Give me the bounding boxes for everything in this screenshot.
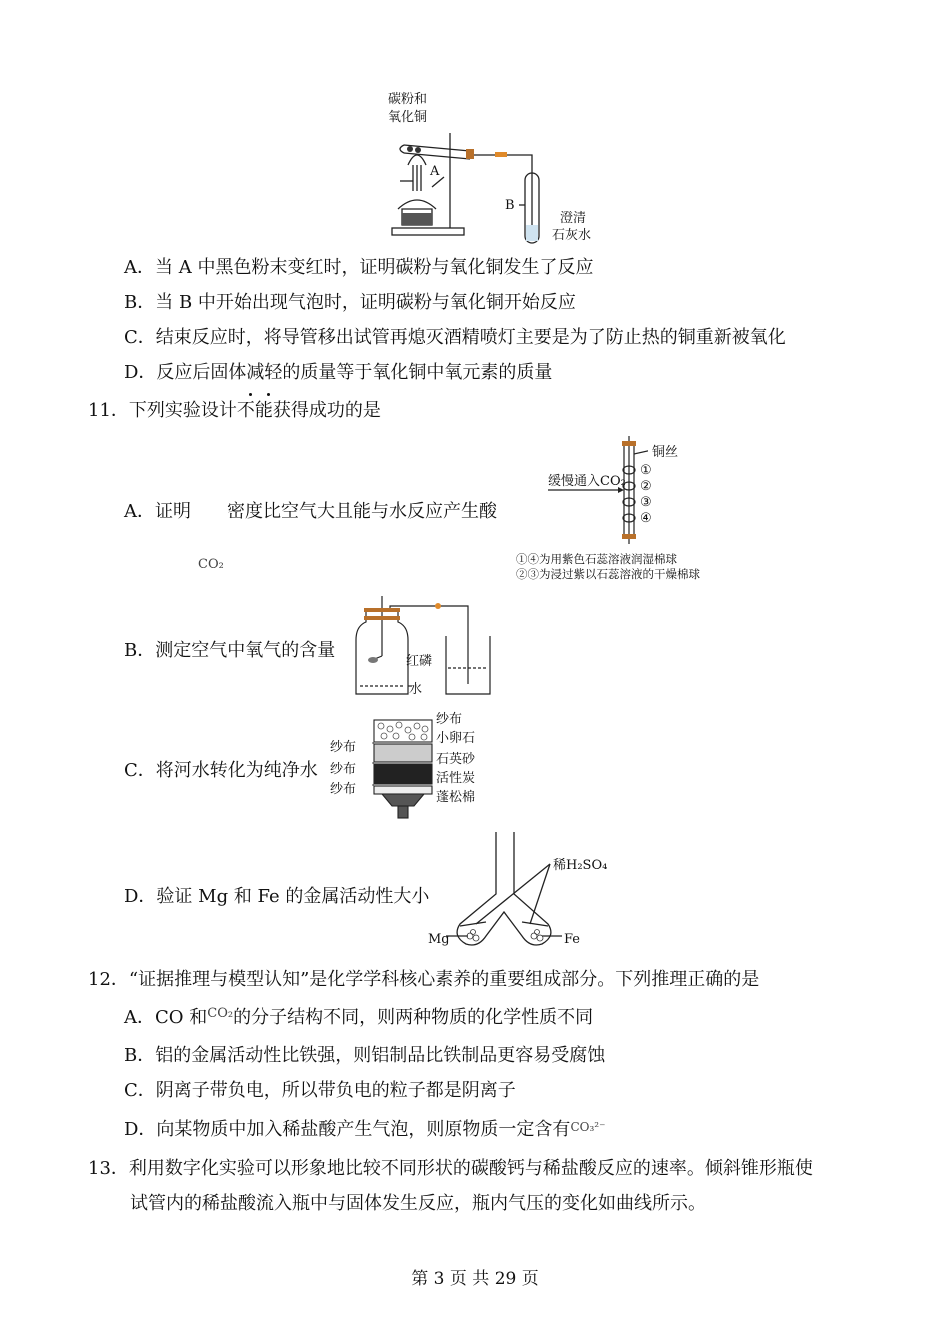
q11-option-a: A．证明 密度比空气大且能与水反应产生酸 <box>124 501 497 522</box>
filter-left-label-1: 纱布 <box>330 740 357 755</box>
q12-option-d <box>124 1119 605 1142</box>
filter-right-label-4: 活性炭 <box>436 771 476 786</box>
limewater-label-bottom: 石灰水 <box>552 228 592 243</box>
filter-left-label-3: 纱布 <box>330 782 357 797</box>
q11-option-b: B．测定空气中氧气的含量 <box>124 640 336 661</box>
q10-option-c: C．结束反应时，将导管移出试管再熄灭酒精喷灯主要是为了防止热的铜重新被氧化 <box>124 327 786 348</box>
y-tube-apparatus <box>446 832 564 952</box>
q10-option-d: D．反应后固体减轻的质量等于氧化铜中氧元素的质量 <box>124 362 553 383</box>
q11-option-c: C．将河水转化为纯净水 <box>124 760 318 781</box>
q12-stem: 12．“证据推理与模型认知”是化学学科核心素养的重要组成部分。下列推理正确的是 <box>88 969 760 990</box>
ball-label-1: ① <box>640 463 652 478</box>
fig-a-note-1: ①④为用紫色石蕊溶液润湿棉球 <box>516 552 677 566</box>
q12-option-b: B．铝的金属活动性比铁强，则铝制品比铁制品更容易受腐蚀 <box>124 1045 606 1066</box>
co2-tube-apparatus <box>548 436 648 546</box>
copper-wire-label: 铜丝 <box>652 445 679 460</box>
reagent-label-top: 碳粉和 <box>388 92 428 107</box>
ball-label-2: ② <box>640 479 652 494</box>
emphasis-dot <box>249 393 252 396</box>
q10-option-a: A．当 A 中黑色粉末变红时，证明碳粉与氧化铜发生了反应 <box>124 257 594 278</box>
q12-option-c: C．阴离子带负电，所以带负电的粒子都是阴离子 <box>124 1080 516 1101</box>
carbon-reduction-apparatus <box>380 125 570 245</box>
oxygen-content-apparatus <box>350 596 500 700</box>
reagent-label-bottom: 氧化铜 <box>388 110 428 125</box>
fig-a-note-2: ②③为浸过紫以石蕊溶液的干燥棉球 <box>516 567 700 581</box>
filter-right-label-2: 小卵石 <box>436 731 476 746</box>
q12-option-a-post: 的分子结构不同，则两种物质的化学性质不同 <box>233 1007 594 1028</box>
label-a: A <box>430 164 440 179</box>
magnesium-label: Mg <box>428 932 450 947</box>
filter-right-label-1: 纱布 <box>436 712 463 727</box>
q10-option-b: B．当 B 中开始出现气泡时，证明碳粉与氧化铜开始反应 <box>124 292 576 313</box>
dilute-sulfuric-acid-label: 稀H₂SO₄ <box>553 858 608 873</box>
q12-option-a-pre: A．CO 和 <box>124 1007 208 1028</box>
ball-label-3: ③ <box>640 495 652 510</box>
q12-option-d-pre: D．向某物质中加入稀盐酸产生气泡，则原物质一定含有 <box>124 1119 571 1140</box>
ball-label-4: ④ <box>640 511 652 526</box>
limewater-label-top: 澄清 <box>560 211 587 226</box>
q12-option-d-ion: CO₃²⁻ <box>570 1120 606 1134</box>
water-filter-apparatus <box>372 716 434 820</box>
iron-label: Fe <box>564 932 581 947</box>
q12-option-a-formula: CO₂ <box>207 1006 234 1021</box>
q11-option-d: D．验证 Mg 和 Fe 的金属活动性大小 <box>124 886 430 907</box>
filter-left-label-2: 纱布 <box>330 762 357 777</box>
water-label: 水 <box>409 682 423 697</box>
q13-line-2: 试管内的稀盐酸流入瓶中与固体发生反应，瓶内气压的变化如曲线所示。 <box>130 1193 706 1214</box>
red-phosphorus-label: 红磷 <box>406 654 433 669</box>
label-b: B <box>505 198 515 213</box>
page-number: 第 3 页 共 29 页 <box>411 1269 539 1289</box>
q13-line-1: 13．利用数字化实验可以形象地比较不同形状的碳酸钙与稀盐酸反应的速率。倾斜锥形瓶使 <box>88 1158 813 1179</box>
q11-stem: 11．下列实验设计不能获得成功的是 <box>88 400 381 421</box>
q11-option-a-formula: CO₂ <box>198 557 224 572</box>
filter-right-label-5: 蓬松棉 <box>436 790 476 805</box>
filter-right-label-3: 石英砂 <box>436 752 476 767</box>
co2-inlet-label: 缓慢通入CO₂ <box>548 474 626 489</box>
q12-option-a <box>124 1007 593 1031</box>
emphasis-dot <box>267 393 270 396</box>
